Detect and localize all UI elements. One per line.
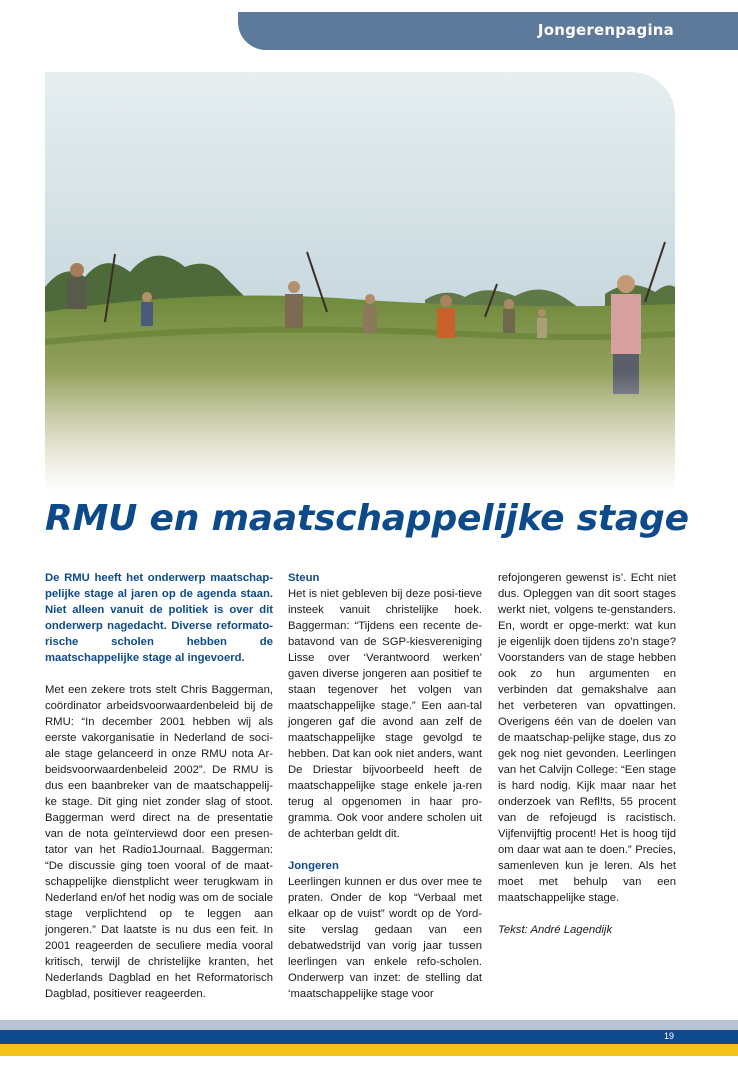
article-photo: [45, 72, 675, 492]
article-paragraph: refojongeren gewenst is’. Echt niet dus. Opleggen van dit soort stages werkt niet, volgens te-genstanders. En, wordt er opge-merkt: wat kun je eigenlijk doen tijdens zo’n stage? Voorstanders van de stage hebben ook zo hun argumenten en verbinden dat gemakshalve aan het verbeteren van opvattingen. Overigens één van de doelen van de maatschap-pelijke stage, dus zo gek nog niet gevonden. Leerlingen van het Calvijn College: “Een stage is hard nodig. Kijk maar naar het onderzoek van Refl!ts, 55 procent van de refojeugd is racistisch. Vijfenvijftig procent! Het is hoog tijd om daar wat aan te doen.” Precies, samenleven kun je leren. Als het moet met behulp van een maatschappelijke stage.: [498, 572, 676, 904]
article-lead: De RMU heeft het onderwerp maatschap-pelijke stage al jaren op de agenda staan. Niet alleen vanuit de politiek is over dit onderwerp nagedacht. Diverse reformato-rische scholen hebben de maatschappelijke stage al ingevoerd.: [45, 572, 273, 664]
article-title: RMU en maatschappelijke stage: [45, 498, 689, 539]
article-paragraph: Met een zekere trots stelt Chris Baggerman, coördinator arbeidsvoorwaardenbeleid bij de RMU: “In december 2001 hebben wij als eerste vakorganisatie in Nederland de soci-ale stage gelanceerd in onze RMU nota Ar-beidsvoorwaardenbeleid 2002”. De RMU is dus een baanbreker van de maatschappelij-ke stage. Dit ging niet zonder slag of stoot. Baggerman werd direct na de presentatie van de nota geïnterviewd door een presen-tator van het Radio1Journaal. Baggerman: “De discussie ging toen vooral of de maat-schappelijke dienstplicht weer terugkwam in Nederland en/of het nodig was om de sociale stage verplichtend op te leggen aan jongeren.” Dat laatste is nu dus een feit. In 2001 reageerden de seculiere media vooral kritisch, terwijl de christelijke kranten, het Nederlands Dagblad en het Reformatorisch Dagblad, positiever reageerden.: [45, 684, 273, 1000]
subheading-steun: Steun: [288, 572, 320, 584]
subheading-jongeren: Jongeren: [288, 860, 339, 872]
article-paragraph: Het is niet gebleven bij deze posi-tieve insteek vanuit christelijke hoek. Baggerman: “Tijdens een recente de-batavond van de SGP-kiesvereniging Lisse over ‘Verantwoord werken’ gaven diverse jongeren aan positief te staan tegenover het volgen van maatschappelijke stage.” Een aan-tal jongeren gaf die avond aan zelf de maatschappelijke stage gevolgd te hebben. Dat kan ook niet anders, want De Driestar bijvoorbeeld heeft de maatschappelijke stage enkele ja-ren terug al opgenomen in haar pro-gramma. Ook voor andere scholen uit de achterban geldt dit.: [288, 588, 482, 840]
section-header-tab: [238, 12, 738, 50]
column-3: [498, 570, 676, 938]
article-paragraph: Leerlingen kunnen er dus over mee te praten. Onder de kop “Verbaal met elkaar op de vuist” wordt op de Yord-site verslag gedaan van een debatwedstrijd van vorig jaar tussen leerlingen van enkele refo-scholen. Onderwerp van inzet: de stelling dat ‘maatschappelijke stage voor: [288, 876, 482, 1000]
footer-stripe-blue: [0, 1030, 738, 1044]
column-2: [288, 570, 482, 1002]
column-1: [45, 570, 273, 1002]
section-label: Jongerenpagina: [537, 21, 674, 39]
page-number: 19: [663, 1031, 674, 1041]
footer-stripe-yellow: [0, 1044, 738, 1056]
author-credit: Tekst: André Lagendijk: [498, 924, 613, 936]
footer-stripe-gray: [0, 1020, 738, 1030]
